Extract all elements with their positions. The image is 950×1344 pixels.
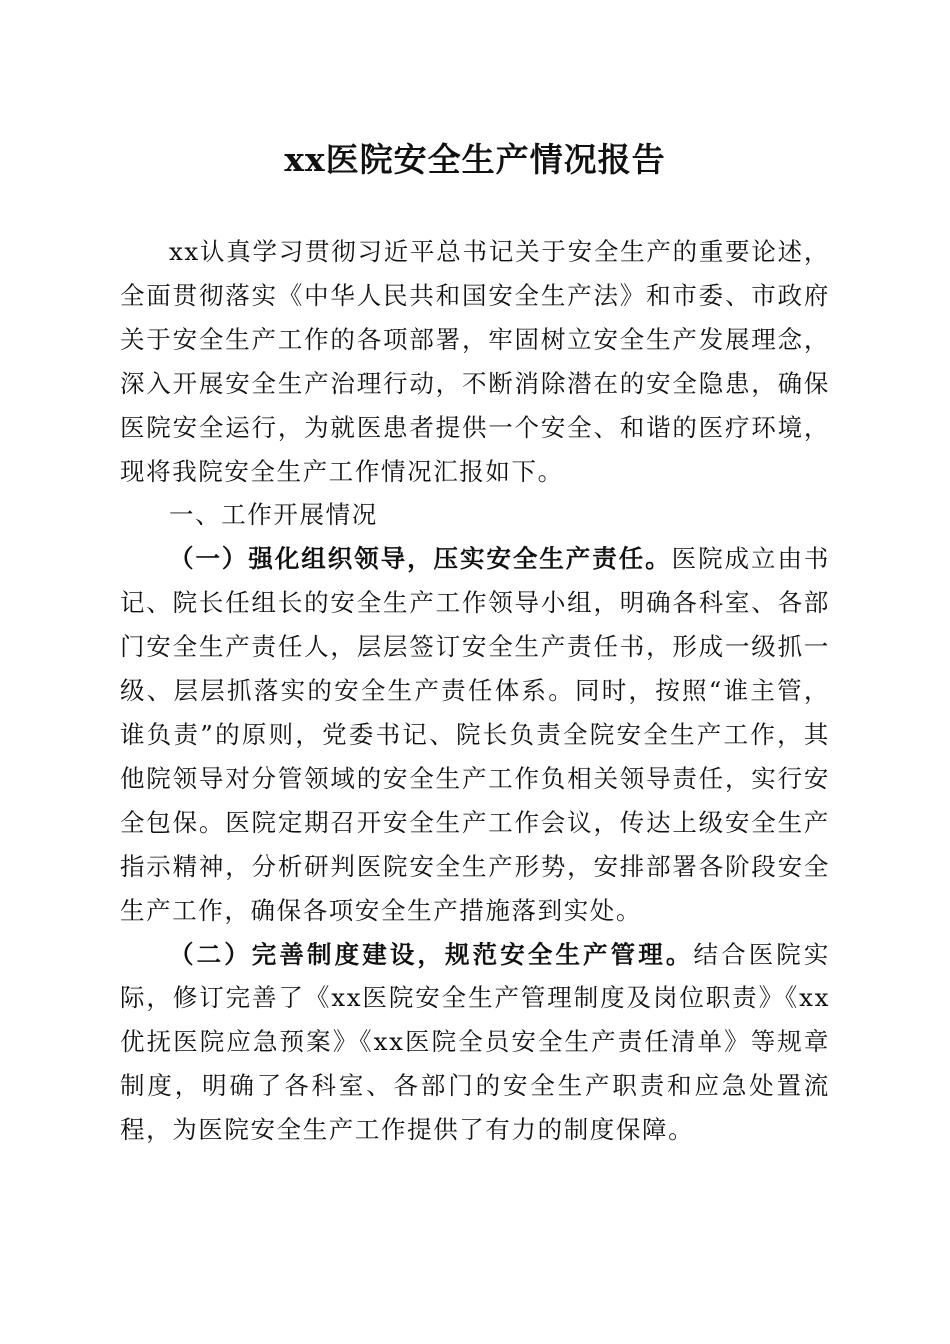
subsection-paragraph xyxy=(120,537,830,932)
subsection-text: 医院成立由书记、院长任组长的安全生产工作领导小组，明确各科室、各部门安全生产责任人，层层签订安全生产责任书，形成一级抓一级、层层抓落实的安全生产责任体系。同时，按照“谁主管，谁负责”的原则，党委书记、院长负责全院安全生产工作，其他院领导对分管领域的安全生产工作负相关领导责任，实行安全包保。医院定期召开安全生产工作会议，传达上级安全生产指示精神，分析研判医院安全生产形势，安排部署各阶段安全生产工作，确保各项安全生产措施落到实处。 xyxy=(120,544,830,925)
subsection-text: 结合医院实际，修订完善了《xx医院安全生产管理制度及岗位职责》《xx优抚医院应急预案》《xx医院全员安全生产责任清单》等规章制度，明确了各科室、各部门的安全生产职责和应急处置流程，为医院安全生产工作提供了有力的制度保障。 xyxy=(120,939,831,1145)
document-body xyxy=(120,230,830,1152)
subsection-paragraph xyxy=(120,933,830,1153)
document-title: xx医院安全生产情况报告 xyxy=(284,140,666,179)
intro-paragraph: xx认真学习贯彻习近平总书记关于安全生产的重要论述，全面贯彻落实《中华人民共和国安全生产法》和市委、市政府关于安全生产工作的各项部署，牢固树立安全生产发展理念，深入开展安全生产治理行动，不断消除潜在的安全隐患，确保医院安全运行，为就医患者提供一个安全、和谐的医疗环境，现将我院安全生产工作情况汇报如下。 xyxy=(120,237,830,486)
section-heading: 一、工作开展情况 xyxy=(169,500,378,530)
subsection-lead: （二）完善制度建设，规范安全生产管理。 xyxy=(169,939,694,969)
subsection-lead: （一）强化组织领导，压实安全生产责任。 xyxy=(169,544,672,574)
